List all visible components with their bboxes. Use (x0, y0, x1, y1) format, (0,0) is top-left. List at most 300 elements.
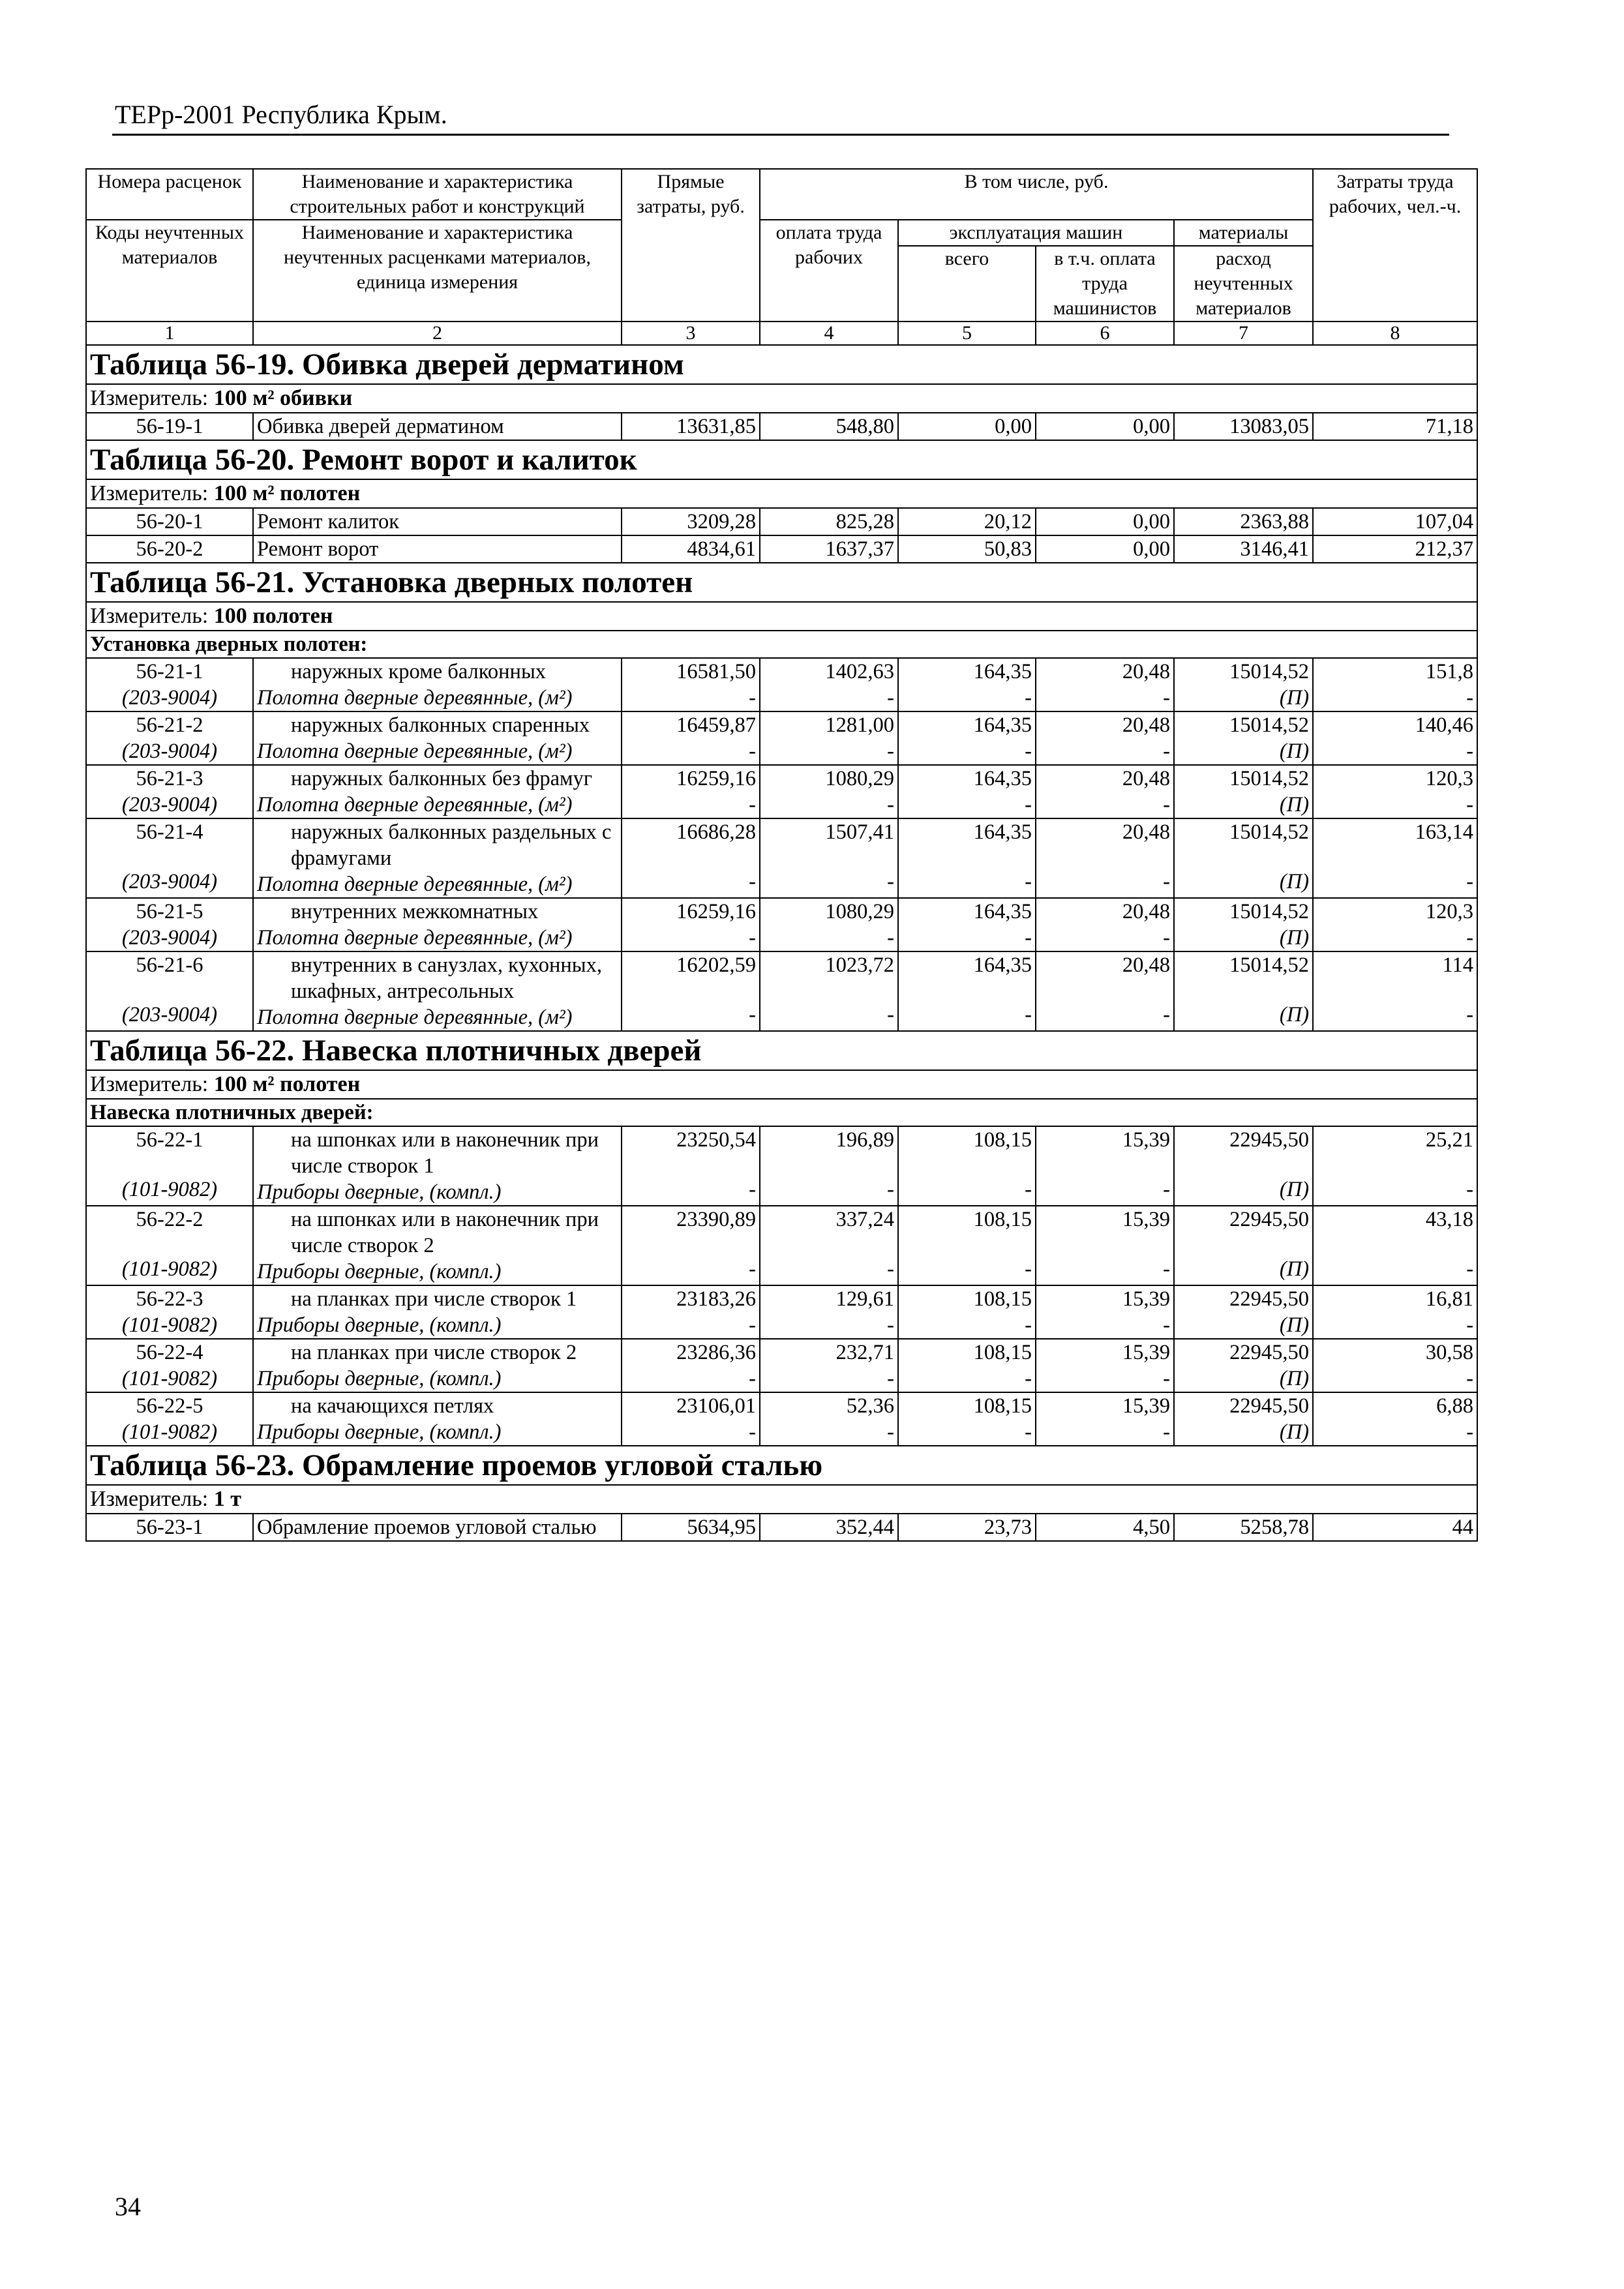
group-heading: Установка дверных полотен: (86, 631, 1477, 658)
value: 337,24 (835, 1208, 894, 1231)
value: 129,61 (835, 1287, 894, 1311)
material-value: (П) (1279, 1003, 1310, 1026)
material-value: - (1163, 926, 1170, 950)
value: 22945,50 (1229, 1341, 1310, 1364)
material-code: (101-9082) (121, 1313, 218, 1337)
value: 23183,26 (676, 1287, 756, 1311)
value: 108,15 (973, 1208, 1032, 1231)
material-value: - (1163, 1003, 1170, 1026)
material-value: - (1163, 870, 1170, 893)
value: 1080,29 (825, 767, 894, 790)
work-name-cell (253, 951, 622, 1031)
rate-code-cell (86, 658, 253, 711)
header-wages: оплата труда рабочих (760, 220, 898, 322)
value: 25,21 (1425, 1128, 1474, 1152)
meter-label: Измеритель: (90, 1072, 209, 1096)
value: 15014,52 (1229, 713, 1310, 737)
value-col-3: 13631,85 (622, 413, 760, 440)
value: 43,18 (1425, 1208, 1474, 1231)
value-col-8: 44 (1313, 1514, 1477, 1541)
col-num-3: 3 (622, 322, 760, 345)
value-col-6 (1036, 1339, 1174, 1392)
material-code: (101-9082) (121, 1178, 218, 1201)
value-col-7 (1174, 951, 1313, 1031)
material-code: (203-9004) (121, 740, 218, 763)
value: 15014,52 (1229, 660, 1310, 683)
value: 15,39 (1122, 1394, 1170, 1418)
rate-code: 56-21-2 (136, 713, 203, 737)
value-col-3: 5634,95 (622, 1514, 760, 1541)
rate-code-cell (86, 765, 253, 818)
material-code: (203-9004) (121, 870, 218, 893)
value-col-8: 71,18 (1313, 413, 1477, 440)
work-name: наружных кроме балконных (291, 660, 547, 683)
material-value: - (1466, 686, 1474, 710)
value-col-4 (760, 818, 898, 898)
work-name: наружных балконных спаренных (291, 713, 590, 737)
work-name: наружных балконных раздельных с фрамугами (291, 820, 612, 870)
rate-code: 56-22-4 (136, 1341, 203, 1364)
material-value: - (1163, 740, 1170, 763)
work-name: Ремонт калиток (253, 508, 622, 535)
material-value: (П) (1279, 870, 1310, 893)
material-value: - (749, 1178, 756, 1201)
value: 15,39 (1122, 1208, 1170, 1231)
value-col-5 (898, 951, 1036, 1031)
work-name-cell (253, 818, 622, 898)
material-value: - (1163, 686, 1170, 710)
value-col-5 (898, 765, 1036, 818)
table-row (86, 711, 1477, 765)
rate-code-cell (86, 818, 253, 898)
value-col-6 (1036, 1392, 1174, 1446)
value-col-5 (898, 1285, 1036, 1339)
col-num-4: 4 (760, 322, 898, 345)
rate-code: 56-22-2 (136, 1208, 203, 1231)
table-row (86, 1126, 1477, 1206)
value: 1023,72 (825, 953, 894, 977)
value: 16259,16 (676, 900, 756, 923)
material-value: - (1466, 870, 1474, 893)
col-num-7: 7 (1174, 322, 1313, 345)
material-value: - (749, 793, 756, 816)
value: 16259,16 (676, 767, 756, 790)
value-col-6: 0,00 (1036, 413, 1174, 440)
rate-code-cell (86, 898, 253, 951)
meter-value: 100 м² обивки (213, 386, 353, 410)
value-col-6: 0,00 (1036, 508, 1174, 535)
value: 23106,01 (676, 1394, 756, 1418)
value-col-8 (1313, 658, 1477, 711)
material-name: Приборы дверные, (компл.) (257, 1180, 502, 1204)
material-name: Полотна дверные деревянные, (м²) (257, 740, 573, 763)
value-col-4 (760, 765, 898, 818)
work-name: наружных балконных без фрамуг (291, 767, 593, 790)
value-col-3 (622, 765, 760, 818)
material-name: Приборы дверные, (компл.) (257, 1260, 502, 1283)
value: 20,48 (1122, 953, 1170, 977)
value: 20,48 (1122, 820, 1170, 844)
material-value: - (749, 686, 756, 710)
header-labor: Затраты труда рабочих, чел.-ч. (1313, 169, 1477, 322)
material-name: Приборы дверные, (компл.) (257, 1420, 502, 1444)
value: 22945,50 (1229, 1128, 1310, 1152)
rate-code: 56-20-1 (86, 508, 253, 535)
rate-code-cell (86, 1206, 253, 1285)
material-value: - (887, 793, 894, 816)
value-col-4 (760, 1206, 898, 1285)
material-name: Полотна дверные деревянные, (м²) (257, 686, 573, 710)
material-value: - (1163, 1178, 1170, 1201)
section-title: Таблица 56-22. Навеска плотничных дверей (86, 1031, 1477, 1070)
value-col-7: 2363,88 (1174, 508, 1313, 535)
material-value: - (749, 1367, 756, 1390)
value-col-3 (622, 1339, 760, 1392)
value-col-8: 107,04 (1313, 508, 1477, 535)
value: 1402,63 (825, 660, 894, 683)
material-name: Полотна дверные деревянные, (м²) (257, 873, 573, 896)
material-value: - (1163, 793, 1170, 816)
work-name: на планках при числе створок 1 (291, 1287, 577, 1311)
value-col-4 (760, 711, 898, 765)
material-value: - (749, 1313, 756, 1337)
value: 15014,52 (1229, 820, 1310, 844)
value: 1080,29 (825, 900, 894, 923)
value-col-3 (622, 1206, 760, 1285)
col-num-1: 1 (86, 322, 253, 345)
rate-code: 56-22-5 (136, 1394, 203, 1418)
value-col-3 (622, 658, 760, 711)
value-col-7 (1174, 711, 1313, 765)
material-name: Полотна дверные деревянные, (м²) (257, 1006, 573, 1029)
section-title: Таблица 56-21. Установка дверных полотен (86, 563, 1477, 602)
value-col-3 (622, 1392, 760, 1446)
value-col-6 (1036, 818, 1174, 898)
value: 108,15 (973, 1128, 1032, 1152)
material-value: - (887, 1003, 894, 1026)
material-value: (П) (1279, 793, 1310, 816)
material-value: - (1466, 1313, 1474, 1337)
col-num-5: 5 (898, 322, 1036, 345)
group-heading: Навеска плотничных дверей: (86, 1099, 1477, 1126)
rate-code: 56-22-1 (136, 1128, 203, 1152)
value-col-7 (1174, 818, 1313, 898)
value: 164,35 (973, 820, 1032, 844)
material-name: Полотна дверные деревянные, (м²) (257, 926, 573, 950)
material-value: - (887, 1313, 894, 1337)
value-col-4 (760, 951, 898, 1031)
value: 16686,28 (676, 820, 756, 844)
material-value: - (1163, 1420, 1170, 1444)
table-row (86, 535, 1477, 563)
value-col-7 (1174, 765, 1313, 818)
value-col-4 (760, 1126, 898, 1206)
work-name: внутренних в санузлах, кухонных, шкафных, антресольных (291, 953, 602, 1003)
value: 140,46 (1415, 713, 1474, 737)
meter-value: 1 т (213, 1487, 241, 1511)
value-col-5 (898, 898, 1036, 951)
table-row (86, 508, 1477, 535)
rate-code: 56-23-1 (86, 1514, 253, 1541)
material-value: (П) (1279, 1178, 1310, 1201)
value-col-3: 3209,28 (622, 508, 760, 535)
material-name: Полотна дверные деревянные, (м²) (257, 793, 573, 816)
header-materials: материалы (1174, 220, 1313, 246)
material-value: (П) (1279, 926, 1310, 950)
table-row (86, 1206, 1477, 1285)
value-col-7 (1174, 1392, 1313, 1446)
work-name: Обивка дверей дерматином (253, 413, 622, 440)
value-col-5 (898, 711, 1036, 765)
material-value: - (1025, 1003, 1032, 1026)
value: 1507,41 (825, 820, 894, 844)
material-value: - (887, 1367, 894, 1390)
value-col-6 (1036, 898, 1174, 951)
material-value: - (749, 1420, 756, 1444)
value: 164,35 (973, 713, 1032, 737)
value-col-8 (1313, 1126, 1477, 1206)
material-value: - (1025, 1420, 1032, 1444)
value: 30,58 (1425, 1341, 1474, 1364)
price-table (85, 168, 1478, 1542)
work-name-cell (253, 1285, 622, 1339)
work-name: внутренних межкомнатных (291, 900, 539, 923)
value-col-7 (1174, 658, 1313, 711)
table-row (86, 765, 1477, 818)
rate-code: 56-19-1 (86, 413, 253, 440)
meter-label: Измеритель: (90, 481, 209, 505)
table-row (86, 1392, 1477, 1446)
material-value: - (1466, 1420, 1474, 1444)
header-machines: эксплуатация машин (898, 220, 1174, 246)
value-col-4: 352,44 (760, 1514, 898, 1541)
value-col-4 (760, 898, 898, 951)
running-header: ТЕРр-2001 Республика Крым. (115, 100, 447, 129)
value: 6,88 (1436, 1394, 1474, 1418)
material-value: - (1163, 1257, 1170, 1281)
rate-code: 56-22-3 (136, 1287, 203, 1311)
material-name: Приборы дверные, (компл.) (257, 1313, 502, 1337)
section-meter (86, 1485, 1477, 1514)
header-machines-total: всего (898, 246, 1036, 322)
value-col-4 (760, 1392, 898, 1446)
rate-code-cell (86, 1339, 253, 1392)
value-col-6 (1036, 658, 1174, 711)
material-value: - (749, 870, 756, 893)
value-col-4: 1637,37 (760, 535, 898, 563)
section-title: Таблица 56-23. Обрамление проемов угловой сталью (86, 1446, 1477, 1485)
material-value: - (1466, 1178, 1474, 1201)
header-mat-codes: Коды неучтенных материалов (86, 220, 253, 322)
value-col-4 (760, 1285, 898, 1339)
value-col-5: 0,00 (898, 413, 1036, 440)
table-row (86, 898, 1477, 951)
value-col-3 (622, 951, 760, 1031)
page-number: 34 (115, 2192, 141, 2221)
value: 20,48 (1122, 660, 1170, 683)
value: 108,15 (973, 1394, 1032, 1418)
value-col-5: 20,12 (898, 508, 1036, 535)
material-value: - (1025, 1178, 1032, 1201)
meter-value: 100 м² полотен (213, 481, 361, 505)
value-col-6 (1036, 1206, 1174, 1285)
value: 15,39 (1122, 1341, 1170, 1364)
rate-code: 56-21-4 (136, 820, 203, 844)
value-col-5 (898, 1392, 1036, 1446)
material-value: - (1163, 1313, 1170, 1337)
value-col-5: 50,83 (898, 535, 1036, 563)
col-num-8: 8 (1313, 322, 1477, 345)
section-title: Таблица 56-19. Обивка дверей дерматином (86, 345, 1477, 384)
section-title: Таблица 56-20. Ремонт ворот и калиток (86, 440, 1477, 479)
value: 15,39 (1122, 1128, 1170, 1152)
value-col-3 (622, 898, 760, 951)
value-col-5: 23,73 (898, 1514, 1036, 1541)
work-name: Обрамление проемов угловой сталью (253, 1514, 622, 1541)
material-value: - (1163, 1367, 1170, 1390)
rate-code: 56-21-5 (136, 900, 203, 923)
value-col-7 (1174, 1126, 1313, 1206)
col-num-2: 2 (253, 322, 622, 345)
material-value: - (1025, 1367, 1032, 1390)
value-col-3 (622, 1126, 760, 1206)
value: 22945,50 (1229, 1287, 1310, 1311)
work-name: на шпонках или в наконечник при числе створок 2 (291, 1208, 599, 1257)
value: 120,3 (1425, 900, 1474, 923)
value: 16581,50 (676, 660, 756, 683)
value-col-6 (1036, 711, 1174, 765)
value-col-8 (1313, 818, 1477, 898)
value-col-7: 3146,41 (1174, 535, 1313, 563)
material-value: (П) (1279, 740, 1310, 763)
value: 232,71 (835, 1341, 894, 1364)
value: 52,36 (846, 1394, 894, 1418)
material-code: (101-9082) (121, 1257, 218, 1281)
value-col-8 (1313, 1339, 1477, 1392)
meter-label: Измеритель: (90, 1487, 209, 1511)
material-code: (203-9004) (121, 686, 218, 710)
value: 22945,50 (1229, 1208, 1310, 1231)
value: 23390,89 (676, 1208, 756, 1231)
value: 22945,50 (1229, 1394, 1310, 1418)
section-meter (86, 602, 1477, 631)
value-col-5 (898, 1206, 1036, 1285)
work-name-cell (253, 1126, 622, 1206)
value-col-7 (1174, 1206, 1313, 1285)
value: 114 (1442, 953, 1474, 977)
material-value: (П) (1279, 1420, 1310, 1444)
rate-code-cell (86, 1285, 253, 1339)
material-code: (203-9004) (121, 793, 218, 816)
material-value: - (887, 926, 894, 950)
value-col-6 (1036, 1126, 1174, 1206)
table-row (86, 413, 1477, 440)
material-value: - (887, 1257, 894, 1281)
material-value: (П) (1279, 1367, 1310, 1390)
material-value: - (887, 1178, 894, 1201)
value: 1281,00 (825, 713, 894, 737)
material-value: - (1025, 1257, 1032, 1281)
material-value: - (1466, 793, 1474, 816)
value: 196,89 (835, 1128, 894, 1152)
material-code: (101-9082) (121, 1367, 218, 1390)
material-value: - (887, 870, 894, 893)
value-col-8 (1313, 1392, 1477, 1446)
header-incl: В том числе, руб. (760, 169, 1313, 220)
value-col-8 (1313, 1206, 1477, 1285)
value: 16459,87 (676, 713, 756, 737)
rate-code-cell (86, 1392, 253, 1446)
value: 23250,54 (676, 1128, 756, 1152)
rate-code-cell (86, 1126, 253, 1206)
value-col-8: 212,37 (1313, 535, 1477, 563)
meter-value: 100 м² полотен (213, 1072, 361, 1096)
header-mat-names: Наименование и характеристика неучтенных расценками материалов, единица измерения (253, 220, 622, 322)
value: 108,15 (973, 1341, 1032, 1364)
value-col-5 (898, 1339, 1036, 1392)
table-row (86, 1514, 1477, 1541)
value: 164,35 (973, 767, 1032, 790)
value-col-8 (1313, 765, 1477, 818)
value: 151,8 (1425, 660, 1474, 683)
material-value: - (749, 1003, 756, 1026)
table-row (86, 818, 1477, 898)
material-value: - (1466, 1257, 1474, 1281)
header-rule (112, 134, 1449, 136)
material-value: (П) (1279, 686, 1310, 710)
section-meter (86, 1070, 1477, 1099)
value: 163,14 (1415, 820, 1474, 844)
material-name: Приборы дверные, (компл.) (257, 1367, 502, 1390)
section-meter (86, 479, 1477, 508)
work-name-cell (253, 711, 622, 765)
material-value: - (1466, 740, 1474, 763)
material-value: - (749, 926, 756, 950)
table-row (86, 1339, 1477, 1392)
value-col-4 (760, 1339, 898, 1392)
header-materials-usage: расход неучтенных материалов (1174, 246, 1313, 322)
work-name: Ремонт ворот (253, 535, 622, 563)
material-value: (П) (1279, 1257, 1310, 1281)
value-col-6 (1036, 1285, 1174, 1339)
work-name-cell (253, 765, 622, 818)
value-col-8 (1313, 1285, 1477, 1339)
value: 15,39 (1122, 1287, 1170, 1311)
material-value: - (1025, 926, 1032, 950)
value-col-4: 548,80 (760, 413, 898, 440)
rate-code: 56-21-6 (136, 953, 203, 977)
material-value: - (749, 1257, 756, 1281)
material-value: - (887, 740, 894, 763)
value-col-7: 5258,78 (1174, 1514, 1313, 1541)
value-col-6: 4,50 (1036, 1514, 1174, 1541)
value-col-5 (898, 1126, 1036, 1206)
value-col-3 (622, 818, 760, 898)
value: 164,35 (973, 953, 1032, 977)
material-value: - (1466, 926, 1474, 950)
work-name: на шпонках или в наконечник при числе створок 1 (291, 1128, 599, 1178)
meter-label: Измеритель: (90, 386, 209, 410)
meter-value: 100 полотен (213, 604, 333, 628)
work-name-cell (253, 1339, 622, 1392)
value-col-6: 0,00 (1036, 535, 1174, 563)
value: 15014,52 (1229, 953, 1310, 977)
rate-code: 56-21-3 (136, 767, 203, 790)
value-col-4 (760, 658, 898, 711)
rate-code-cell (86, 951, 253, 1031)
value: 164,35 (973, 900, 1032, 923)
value: 164,35 (973, 660, 1032, 683)
